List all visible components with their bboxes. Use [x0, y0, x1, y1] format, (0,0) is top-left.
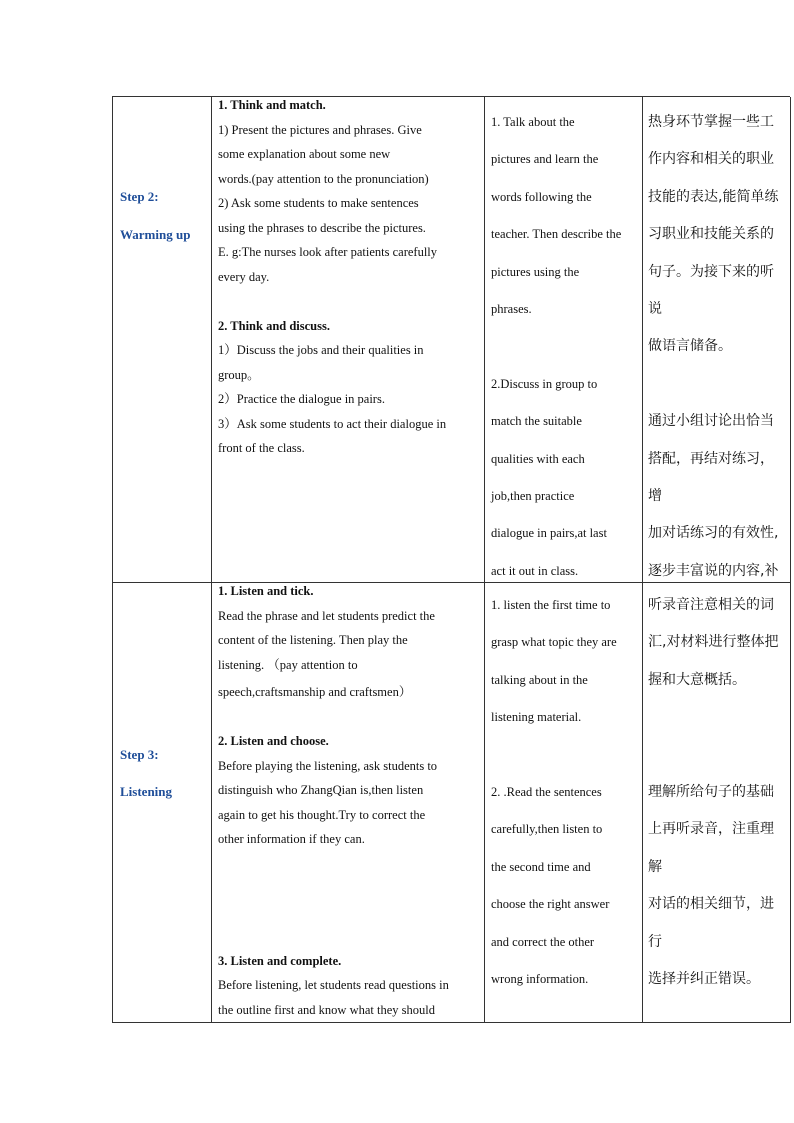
student-line: choose the right answer	[491, 897, 610, 912]
student-line: 2. .Read the sentences	[491, 785, 602, 800]
purpose-line: 听录音注意相关的词	[648, 597, 774, 613]
activity-line: some explanation about some new	[218, 147, 391, 161]
student-line: 1. Talk about the	[491, 115, 575, 129]
purpose-line: 句子。为接下来的听说	[648, 263, 774, 318]
activity-line: Read the phrase and let students predict the	[218, 608, 435, 623]
purpose-line: 对话的相关细节，进行	[648, 896, 774, 950]
activity-line: words.(pay attention to the pronunciation)	[218, 171, 429, 186]
student-line: job,then practice	[491, 489, 575, 504]
student-activities-cell	[485, 583, 643, 1023]
student-line: match the suitable	[491, 414, 582, 429]
activity-line: every day.	[218, 269, 270, 284]
activity-line: 1）Discuss the jobs and their qualities in	[218, 343, 424, 357]
activity-line: front of the class.	[218, 441, 305, 455]
activity-line: 1) Present the pictures and phrases. Give	[218, 122, 422, 137]
activity-line: 3）Ask some students to act their dialogue in	[218, 416, 447, 431]
activity-line: content of the listening. Then play the	[218, 633, 408, 647]
purpose-line: 理解所给句子的基础	[648, 784, 774, 801]
activity-line: E. g:The nurses look after patients carefully	[218, 245, 438, 259]
activity-line: using the phrases to describe the pictures.	[218, 220, 426, 235]
activity-line: group。	[218, 367, 260, 382]
student-line: talking about in the	[491, 672, 588, 687]
purpose-line: 习职业和技能关系的	[648, 226, 774, 243]
purpose-line: 握和大意概括。	[648, 671, 746, 688]
step-label: Step 2:	[120, 189, 159, 204]
purpose-cell	[643, 583, 791, 1023]
activity-title: 3. Listen and complete.	[218, 953, 342, 968]
activity-line: distinguish who ZhangQian is,then listen	[218, 783, 424, 797]
activity-line: speech,craftsmanship and craftsmen）	[218, 685, 412, 699]
activity-line: again to get his thought.Try to correct the	[218, 807, 426, 822]
activity-line: other information if they can.	[218, 832, 365, 846]
student-line: teacher. Then describe the	[491, 227, 622, 242]
step-cell	[113, 583, 212, 1023]
teacher-activities-cell	[212, 97, 485, 583]
activity-title: 2. Think and discuss.	[218, 318, 330, 333]
step-name: Warming up	[120, 227, 191, 242]
purpose-line: 作内容和相关的职业	[648, 151, 774, 168]
student-line: qualities with each	[491, 451, 585, 466]
activity-line: listening. （pay attention to	[218, 657, 358, 672]
purpose-line: 选择并纠正错误。	[648, 971, 760, 988]
student-line: the second time and	[491, 859, 591, 874]
student-line: grasp what topic they are	[491, 635, 617, 650]
student-line: wrong information.	[491, 972, 589, 987]
student-line: carefully,then listen to	[491, 822, 603, 837]
activity-line: Before listening, let students read questions in	[218, 978, 449, 992]
purpose-line: 加对话练习的有效性,	[648, 525, 779, 542]
purpose-line: 做语言储备。	[648, 338, 732, 355]
activity-line: Before playing the listening, ask students to	[218, 758, 438, 773]
student-line: pictures using the	[491, 264, 580, 279]
lesson-plan-table	[112, 96, 790, 1023]
activity-title: 1. Think and match.	[218, 98, 326, 112]
student-line: listening material.	[491, 710, 582, 725]
student-line: dialogue in pairs,at last	[491, 526, 607, 541]
student-line: and correct the other	[491, 934, 595, 949]
student-line: 1. listen the first time to	[491, 598, 611, 612]
purpose-line: 汇,对材料进行整体把	[648, 634, 779, 651]
activity-line: 2）Practice the dialogue in pairs.	[218, 392, 385, 406]
step-name: Listening	[120, 784, 173, 799]
student-line: pictures and learn the	[491, 152, 599, 167]
purpose-line: 搭配，再结对练习，增	[648, 450, 774, 505]
purpose-line: 逐步丰富说的内容,补	[648, 562, 779, 579]
step-label: Step 3:	[120, 747, 159, 762]
purpose-line: 技能的表达,能简单练	[648, 188, 779, 205]
activity-title: 1. Listen and tick.	[218, 584, 314, 598]
activity-line: the outline first and know what they should	[218, 1002, 435, 1017]
student-line: phrases.	[491, 302, 532, 317]
student-line: 2.Discuss in group to	[491, 376, 598, 391]
purpose-cell	[643, 97, 791, 583]
purpose-line: 上再听录音，注重理解	[648, 821, 774, 875]
step-cell	[113, 97, 212, 583]
student-line: words following the	[491, 189, 592, 204]
student-line: act it out in class.	[491, 563, 579, 578]
activity-line: 2) Ask some students to make sentences	[218, 196, 419, 210]
activity-title: 2. Listen and choose.	[218, 734, 329, 748]
student-activities-cell	[485, 97, 643, 583]
purpose-line: 通过小组讨论出恰当	[648, 413, 774, 430]
teacher-activities-cell	[212, 583, 485, 1023]
purpose-line: 热身环节掌握一些工	[648, 114, 774, 130]
